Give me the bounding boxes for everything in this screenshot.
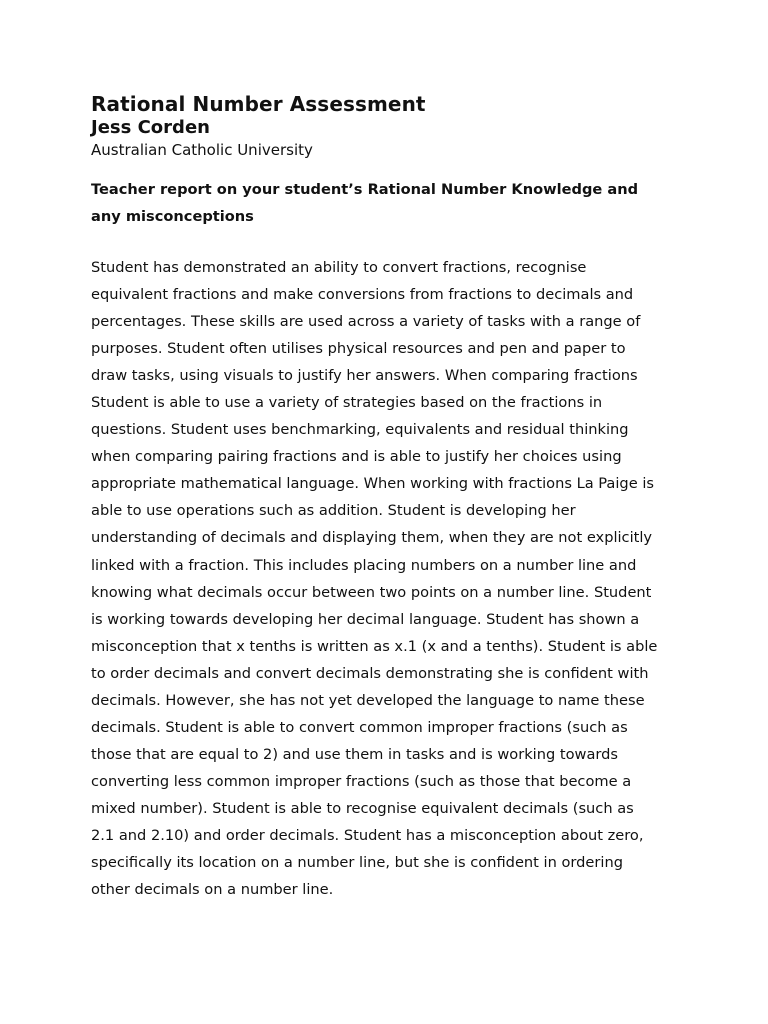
body-line: percentages. These skills are used across a variety of tasks with a range of xyxy=(91,313,641,331)
report-subheading xyxy=(91,176,681,230)
body-line: equivalent fractions and make conversions from fractions to decimals and xyxy=(91,286,634,304)
body-line: questions. Student uses benchmarking, equivalents and residual thinking xyxy=(91,421,629,439)
body-line: other decimals on a number line. xyxy=(91,881,334,899)
body-line: understanding of decimals and displaying them, when they are not explicitly xyxy=(91,529,653,547)
body-line: draw tasks, using visuals to justify her answers. When comparing fractions xyxy=(91,367,638,385)
body-line: when comparing pairing fractions and is able to justify her choices using xyxy=(91,448,622,466)
body-line: linked with a fraction. This includes placing numbers on a number line and xyxy=(91,556,637,574)
body-line: specifically its location on a number line, but she is confident in ordering xyxy=(91,854,623,872)
institution-name: Australian Catholic University xyxy=(91,141,313,159)
body-line: Student is able to use a variety of strategies based on the fractions in xyxy=(91,394,603,412)
body-line: purposes. Student often utilises physical resources and pen and paper to xyxy=(91,340,626,358)
body-line: decimals. Student is able to convert common improper fractions (such as xyxy=(91,718,628,736)
body-line: Student has demonstrated an ability to convert fractions, recognise xyxy=(91,259,587,276)
body-line: to order decimals and convert decimals demonstrating she is confident with xyxy=(91,664,649,682)
subheading-line: any misconceptions xyxy=(91,208,254,225)
subheading-line: Teacher report on your student’s Rational Number Knowledge and xyxy=(91,181,639,198)
body-line: 2.1 and 2.10) and order decimals. Student has a misconception about zero, xyxy=(91,826,644,844)
document-title: Rational Number Assessment xyxy=(91,92,426,116)
body-line: misconception that x tenths is written as x.1 (x and a tenths). Student is able xyxy=(91,637,658,655)
author-name: Jess Corden xyxy=(91,117,210,138)
body-line: converting less common improper fractions (such as those that become a xyxy=(91,772,632,790)
body-line: mixed number). Student is able to recognise equivalent decimals (such as xyxy=(91,799,634,817)
body-line: is working towards developing her decimal language. Student has shown a xyxy=(91,610,640,628)
body-line: decimals. However, she has not yet developed the language to name these xyxy=(91,691,645,709)
body-line: able to use operations such as addition. Student is developing her xyxy=(91,502,576,520)
body-line: knowing what decimals occur between two points on a number line. Student xyxy=(91,583,652,601)
body-line: those that are equal to 2) and use them in tasks and is working towards xyxy=(91,745,618,763)
document-page xyxy=(91,92,691,903)
report-body xyxy=(91,254,691,903)
body-line: appropriate mathematical language. When working with fractions La Paige is xyxy=(91,475,654,493)
